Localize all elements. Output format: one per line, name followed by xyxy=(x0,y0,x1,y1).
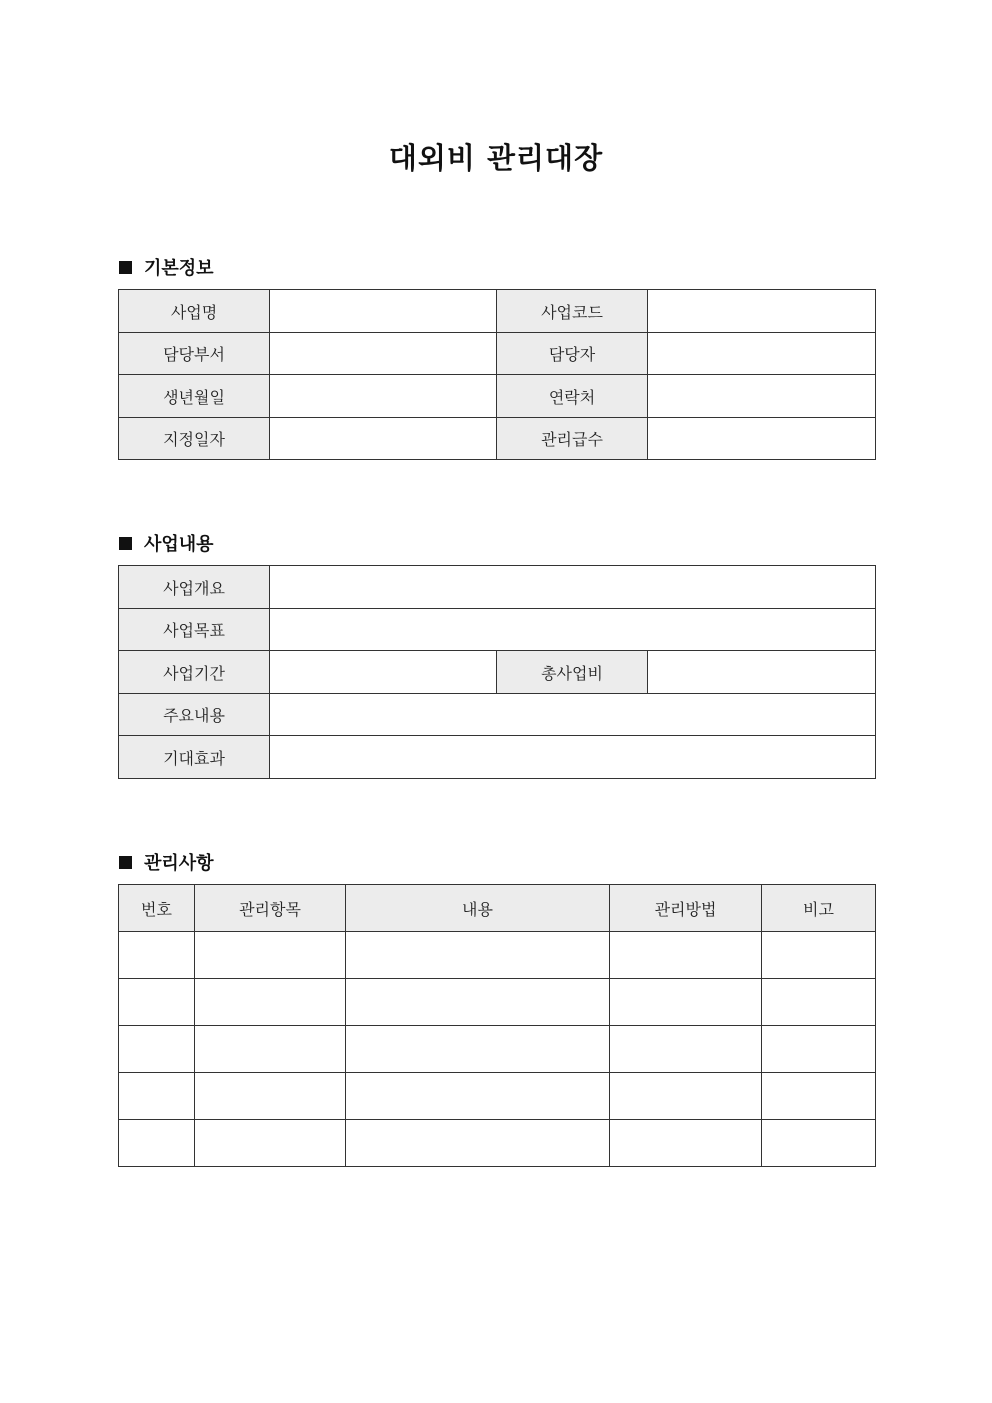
method-cell[interactable] xyxy=(610,1073,762,1120)
method-cell[interactable] xyxy=(610,932,762,979)
number-cell[interactable] xyxy=(119,1120,195,1167)
table-header-row xyxy=(119,885,876,932)
method-cell[interactable] xyxy=(610,979,762,1026)
section-basic-info-heading xyxy=(119,254,214,280)
table-row xyxy=(119,651,876,694)
birthdate-label: 생년월일 xyxy=(119,375,270,418)
remarks-cell[interactable] xyxy=(762,1026,876,1073)
business-name-field[interactable] xyxy=(270,290,497,333)
section-business-title: 사업내용 xyxy=(144,534,214,555)
table-row xyxy=(119,1073,876,1120)
main-content-label: 주요내용 xyxy=(119,694,270,736)
table-row xyxy=(119,333,876,375)
designation-date-label: 지정일자 xyxy=(119,418,270,460)
number-cell[interactable] xyxy=(119,932,195,979)
section-business-heading xyxy=(119,530,214,556)
square-bullet-icon xyxy=(119,261,132,274)
business-name-label: 사업명 xyxy=(119,290,270,333)
number-cell[interactable] xyxy=(119,979,195,1026)
manager-label: 담당자 xyxy=(497,333,648,375)
table-row xyxy=(119,566,876,609)
management-table xyxy=(118,884,876,1167)
table-row xyxy=(119,418,876,460)
designation-date-field[interactable] xyxy=(270,418,497,460)
square-bullet-icon xyxy=(119,537,132,550)
item-cell[interactable] xyxy=(195,1026,346,1073)
overview-label: 사업개요 xyxy=(119,566,270,609)
remarks-cell[interactable] xyxy=(762,1120,876,1167)
department-label: 담당부서 xyxy=(119,333,270,375)
contact-label: 연락처 xyxy=(497,375,648,418)
item-cell[interactable] xyxy=(195,932,346,979)
page-title: 대외비 관리대장 xyxy=(388,141,604,175)
item-cell[interactable] xyxy=(195,1120,346,1167)
table-row xyxy=(119,1120,876,1167)
content-cell[interactable] xyxy=(346,1073,610,1120)
main-content-field[interactable] xyxy=(270,694,876,736)
remarks-cell[interactable] xyxy=(762,932,876,979)
total-cost-field[interactable] xyxy=(648,651,876,694)
table-row xyxy=(119,1026,876,1073)
business-table xyxy=(118,565,876,779)
period-field[interactable] xyxy=(270,651,497,694)
overview-field[interactable] xyxy=(270,566,876,609)
table-row xyxy=(119,736,876,779)
basic-info-table xyxy=(118,289,876,460)
item-cell[interactable] xyxy=(195,979,346,1026)
business-code-field[interactable] xyxy=(648,290,876,333)
total-cost-label: 총사업비 xyxy=(497,651,648,694)
period-label: 사업기간 xyxy=(119,651,270,694)
expected-effect-label: 기대효과 xyxy=(119,736,270,779)
item-cell[interactable] xyxy=(195,1073,346,1120)
method-cell[interactable] xyxy=(610,1120,762,1167)
square-bullet-icon xyxy=(119,856,132,869)
content-cell[interactable] xyxy=(346,1026,610,1073)
table-row xyxy=(119,609,876,651)
section-management-heading xyxy=(119,849,214,875)
column-header-method: 관리방법 xyxy=(610,885,762,932)
table-row xyxy=(119,694,876,736)
number-cell[interactable] xyxy=(119,1026,195,1073)
goal-field[interactable] xyxy=(270,609,876,651)
manager-field[interactable] xyxy=(648,333,876,375)
table-row xyxy=(119,375,876,418)
table-row xyxy=(119,932,876,979)
goal-label: 사업목표 xyxy=(119,609,270,651)
table-row xyxy=(119,979,876,1026)
department-field[interactable] xyxy=(270,333,497,375)
business-code-label: 사업코드 xyxy=(497,290,648,333)
content-cell[interactable] xyxy=(346,1120,610,1167)
birthdate-field[interactable] xyxy=(270,375,497,418)
content-cell[interactable] xyxy=(346,932,610,979)
column-header-item: 관리항목 xyxy=(195,885,346,932)
content-cell[interactable] xyxy=(346,979,610,1026)
column-header-number: 번호 xyxy=(119,885,195,932)
section-basic-info-title: 기본정보 xyxy=(144,258,214,279)
table-row xyxy=(119,290,876,333)
remarks-cell[interactable] xyxy=(762,979,876,1026)
column-header-content: 내용 xyxy=(346,885,610,932)
contact-field[interactable] xyxy=(648,375,876,418)
method-cell[interactable] xyxy=(610,1026,762,1073)
expected-effect-field[interactable] xyxy=(270,736,876,779)
number-cell[interactable] xyxy=(119,1073,195,1120)
management-grade-label: 관리급수 xyxy=(497,418,648,460)
column-header-remarks: 비고 xyxy=(762,885,876,932)
section-management-title: 관리사항 xyxy=(144,853,214,874)
management-grade-field[interactable] xyxy=(648,418,876,460)
remarks-cell[interactable] xyxy=(762,1073,876,1120)
